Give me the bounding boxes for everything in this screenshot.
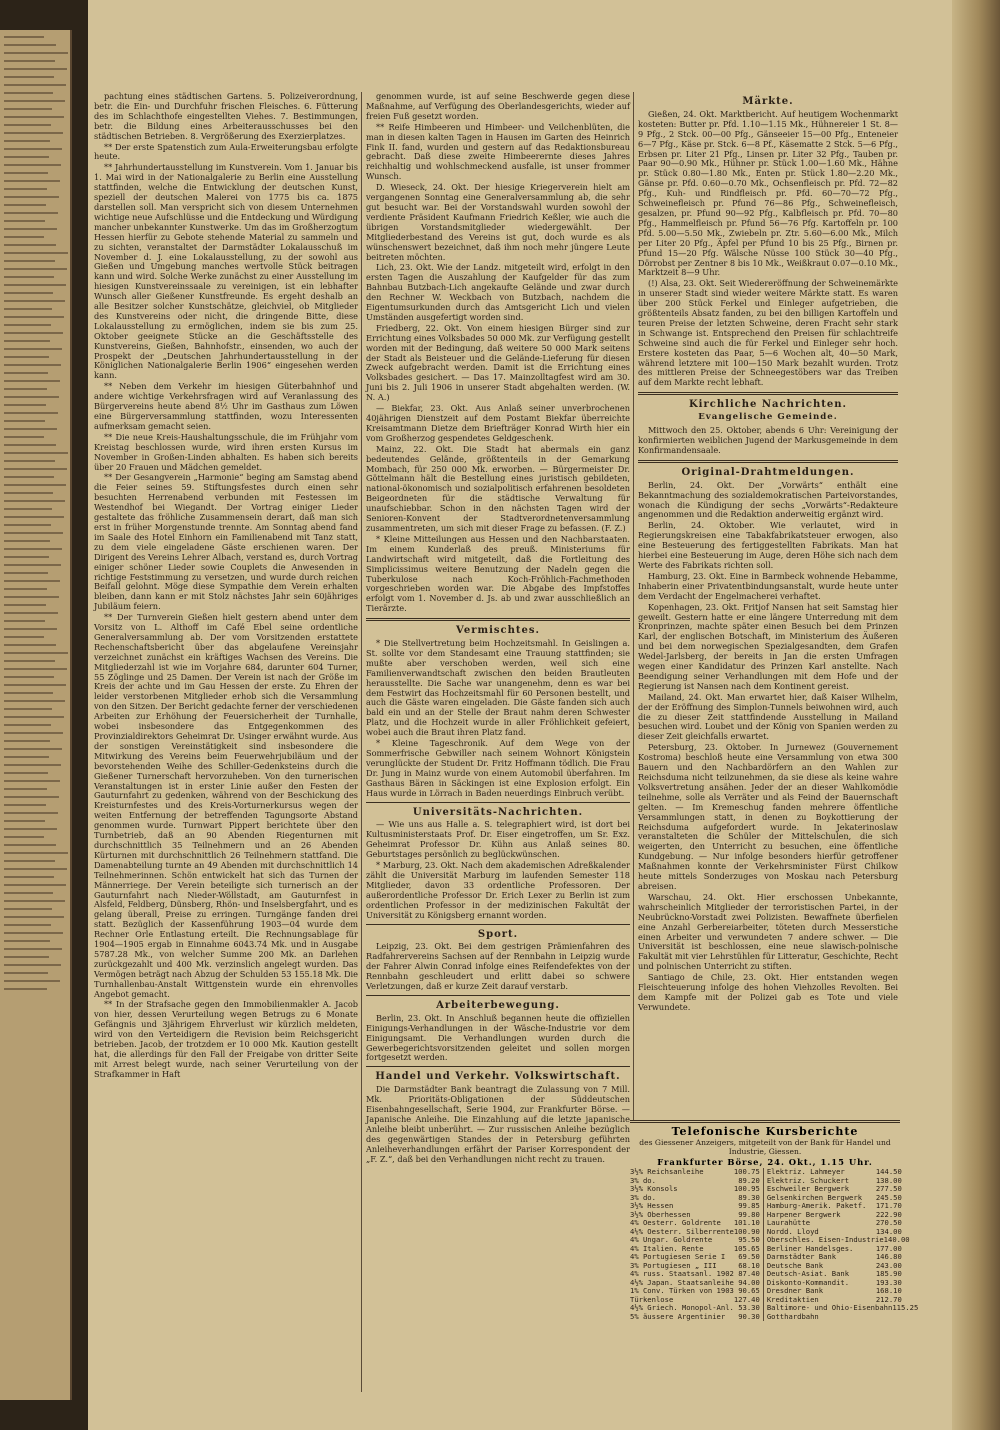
section-subheading: Evangelische Gemeinde. — [698, 412, 838, 423]
kurs-name: Eschweiler Bergwerk — [766, 1184, 850, 1193]
prev-page-line — [4, 596, 59, 598]
kurs-value: 101.10 — [733, 1218, 760, 1227]
kurs-name: 4% Italien. Rente — [630, 1243, 704, 1253]
article-text: ** In der Strafsache gegen den Immobilienmakler A. Jacob von hier, dessen Verurteilung wegen Betrugs zu 6 Monate Gefängnis und 3jährigem Ehrverlust wir kürzlich meldeten, wird von den Verteidigern die Revision beim Reichsgericht betrieben. Jacob, der trotzdem er 10 000 Mk. Kaution gestellt hat, die allerdings für den Fall der Freigabe von dritter Seite mit Arrest belegt wurde, nach seiner Verurteilung von der Strafkammer in Haft — [94, 999, 358, 1079]
article-text: ** Die neue Kreis-Haushaltungsschule, die im Frühjahr vom Kreistag beschlossen wurde, wird ihren ersten Kursus im November in Großen-Linden abhalten. Es haben sich bereits über 20 Frauen und Mädchen gemeldet. — [94, 431, 358, 472]
prev-page-line — [4, 692, 53, 694]
prev-page-line — [4, 84, 66, 86]
prev-page-line — [4, 356, 49, 358]
kurs-value: 87.40 — [738, 1269, 760, 1278]
prev-page-line — [4, 292, 53, 294]
prev-page-line — [4, 100, 65, 102]
prev-page-line — [4, 684, 66, 686]
prev-page-line — [4, 308, 52, 310]
kurs-value: 89.30 — [738, 1192, 760, 1202]
prev-page-line — [4, 780, 60, 782]
kurs-name: Berliner Handelsges. — [766, 1243, 854, 1253]
prev-page-line — [4, 164, 61, 166]
prev-page-line — [4, 668, 67, 670]
divider — [366, 618, 630, 621]
divider — [366, 1066, 630, 1067]
article-text: * Kleine Tageschronik. Auf dem Wege von der Sommerfrische Gebwiller nach seinem Wohnort Königstein verunglückte der Student Dr. Fritz Hoffmann tödlich. Die Frau Dr. Jung in Mainz wurde von einem Automobil überfahren. Im Gasthaus Bären in Säckingen ist eine Explosion erfolgt. Ein Haus wurde in Lörrach in Baden neuerdings Einbruch verübt. — [366, 738, 630, 798]
kursberichte-box — [630, 1120, 919, 1413]
kurs-name: 4% Oesterr. Goldrente — [630, 1218, 721, 1227]
kurs-row — [767, 1313, 902, 1322]
article-text: Lich, 23. Okt. Wie der Landz. mitgeteilt wird, erfolgt in den ersten Tagen die Auszahlung der Kaufgelder für das zum Bahnbau Butzbach-Lich angekaufte Gelände und zwar durch den Rechner W. Weckbach von Butzbach, nachdem die Eigentumsurkunden durch das Amtsgericht Lich und vielen Umständen ausgefertigt worden sind. — [366, 262, 630, 322]
prev-page-line — [4, 180, 60, 182]
kurs-value: 243.00 — [875, 1260, 902, 1270]
article-text: * Kleine Mitteilungen aus Hessen und den Nachbarstaaten. Im einem Kunderlaß des preuß. Ministeriums für Landwirtschaft wird mitgeteilt, daß die Fortleitung des Simplicissimus weitere Benutzung der Nadeln gegen die Tuberkulose nach Koch-Fröhlich-Fachmethoden vorgeschrieben worden war. Die Abgabe des Impfstoffes erfolgt vom 1. November d. Js. ab und zwar ausschließlich an Tierärzte. — [366, 533, 630, 614]
prev-page-line — [4, 964, 61, 966]
kurs-value: 90.65 — [738, 1286, 760, 1295]
article-text: ** Jahrhundertausstellung im Kunstverein. Vom 1. Januar bis 1. Mai wird in der Nationalgalerie zu Berlin eine Ausstellung stattfinden, welche die Entwicklung der deutschen Kunst, speziell der deutschen Malerei von 1775 bis ca. 1875 darstellen soll. Man verspricht sich von diesem Unternehmen wichtige neue Aufschlüsse und die Entdeckung und Würdigung mancher unbekannter Kunstwerke. Um das im Großherzogtum Hessen hierfür zu Gebote stehende Material zu sammeln und zu sichten, veranstaltet der Darmstädter Lokalausschuß im November d. J. eine Lokalausstellung, zu der sowohl aus Gießen und Umgebung manches wertvolle Stück beitragen kann und wird. Solche Werke zunächst zu einer Ausstellung im hiesigen Kunstvereinssaale zu vereinigen, ist ein lebhafter Wunsch aller Gießener Kunstfreunde. Es ergeht deshalb an alle Besitzer solcher Kunstschätze, gleichviel, ob Mitglieder des Kunstvereins oder nicht, die dringende Bitte, diese Lokalausstellung zu ermöglichen, indem sie bis zum 25. Oktober geeignete Stücke an die Geschäftsstelle des Kunstvereins, Gießen, Bahnhofstr., einsenden, wo auch der Prospekt der „Deutschen Jahrhundertausstellung in der Königlichen Nationalgalerie Berlin 1906“ eingesehen werden kann. — [94, 162, 358, 381]
kurs-name: Elektriz. Schuckert — [766, 1175, 850, 1185]
prev-page-line — [4, 332, 63, 334]
kurs-value: 193.30 — [875, 1277, 902, 1287]
kurs-value: 212.70 — [875, 1294, 902, 1304]
kurs-name: Türkenlose — [630, 1294, 674, 1304]
article-text: ** Reife Himbeeren und Himbeer- und Veilchenblüten, die man in diesen kalten Tagen in Hausen im Garten des Heinrich Fink II. fand, wurden und gestern auf das Redaktionsbureau gebracht. Daß diese zweite Himbeerernte dieses Jahres reichhaltig und wohlschmeckend ausfalle, ist unser frommer Wunsch. — [366, 121, 630, 182]
kurs-value: 99.80 — [738, 1209, 760, 1219]
prev-page-line — [4, 76, 54, 78]
prev-page-line — [4, 708, 52, 710]
kurs-value: 168.10 — [875, 1286, 902, 1295]
prev-page-line — [4, 364, 61, 366]
kursberichte-subtitle: des Giessener Anzeigers, mitgeteilt von der Bank für Handel und Industrie, Giessen. — [639, 1138, 891, 1156]
prev-page-line — [4, 132, 63, 134]
prev-page-line — [4, 468, 67, 470]
prev-page-line — [4, 516, 64, 518]
kurs-value: 94.00 — [738, 1277, 760, 1287]
prev-page-line — [4, 268, 67, 270]
frankfurt-table — [630, 1167, 919, 1321]
prev-page-line — [4, 212, 58, 214]
page-stack-edge — [952, 0, 1000, 1430]
prev-page-line — [4, 652, 68, 654]
prev-page-line — [4, 572, 48, 574]
prev-page-line — [4, 524, 51, 526]
article-text: * Marburg, 23. Okt. Nach dem akademischen Adreßkalender zählt die Universität Marburg im laufenden Semester 118 Mitglieder, davon 33 ordentliche Professoren. Der außerordentliche Professor Dr. Erich Lexer zu Berlin ist zum ordentlichen Professor in der medizinischen Fakultät der Universität zu Königsberg ernannt worden. — [366, 860, 630, 920]
kurs-name: Dresdner Bank — [766, 1286, 824, 1295]
section-heading-maerkte: Märkte. — [742, 96, 794, 107]
prev-page-line — [4, 508, 52, 510]
prev-page-line — [4, 620, 45, 622]
prev-page-line — [4, 188, 47, 190]
kurs-name: 4½% Griech. Monopol-Anl. — [630, 1303, 734, 1312]
prev-page-line — [4, 580, 60, 582]
kurs-value: 99.85 — [738, 1201, 760, 1210]
kurs-row — [630, 1313, 760, 1322]
prev-page-line — [4, 172, 48, 174]
prev-page-line — [4, 428, 57, 430]
prev-page-line — [4, 124, 51, 126]
prev-page-line — [4, 140, 50, 142]
kurs-name: Deutsch-Asiat. Bank — [766, 1269, 850, 1278]
article-text: Santiago de Chile, 23. Okt. Hier entstanden wegen Fleischteuerung infolge des hohen Viehzolles Revolten. Bei dem Kampfe mit der Polizei gab es Tote und viele Verwundete. — [638, 972, 898, 1012]
kurs-value: 185.90 — [875, 1269, 902, 1278]
kurs-name: 3½% Reichsanleihe — [630, 1167, 704, 1176]
kurs-name: Laurahütte — [766, 1218, 811, 1227]
prev-page-line — [4, 788, 47, 790]
kurs-name: Deutsche Bank — [766, 1260, 824, 1270]
kurs-value: 95.50 — [738, 1235, 760, 1244]
column-1 — [94, 92, 358, 1398]
prev-page-line — [4, 108, 52, 110]
section-heading-kirchlich: Kirchliche Nachrichten. — [688, 399, 848, 411]
prev-page-line — [4, 732, 63, 734]
kurs-name: Hamburg-Amerik. Paketf. — [766, 1201, 867, 1210]
prev-page-line — [4, 676, 54, 678]
previous-page-edge — [0, 30, 72, 1400]
prev-page-line — [4, 604, 46, 606]
kurs-name: 1% Conv. Türken von 1903 — [630, 1286, 734, 1295]
prev-page-line — [4, 284, 66, 286]
prev-page-line — [4, 300, 65, 302]
prev-page-line — [4, 244, 56, 246]
prev-page-line — [4, 460, 55, 462]
prev-page-line — [4, 388, 47, 390]
prev-page-line — [4, 828, 57, 830]
kurs-value: 171.70 — [875, 1201, 902, 1210]
kurs-name: 3% do. — [630, 1192, 656, 1202]
kurs-name: Diskonto-Kommandit. — [766, 1277, 850, 1287]
prev-page-line — [4, 756, 49, 758]
column-2 — [366, 92, 630, 1398]
kurs-value: 177.00 — [875, 1243, 902, 1253]
prev-page-line — [4, 924, 51, 926]
prev-page-line — [4, 340, 50, 342]
kurs-name: 4⅕% Oesterr. Silberrente — [630, 1226, 734, 1236]
kurs-name: Baltimore- und Ohio-Eisenbahn — [766, 1303, 893, 1312]
prev-page-line — [4, 276, 54, 278]
kurs-value: 105.65 — [733, 1243, 760, 1253]
article-text: Die Darmstädter Bank beantragt die Zulassung von 7 Mill. Mk. Prioritäts-Obligationen der Süddeutschen Eisenbahngesellschaft, Serie 1904, zur Frankfurter Börse. — Japanische Anleihe. Die Einzahlung auf die letzte japanische Anleihe bleibt unberührt. — Zur russischen Anleihe bezüglich des gegenwärtigen Standes der in Petersburg geführten Anleiheverhandlungen erfährt der Pariser Korrespondent der „F. Z.“, daß bei den Verhandlungen nicht recht zu trauen. — [366, 1084, 630, 1164]
prev-page-line — [4, 644, 56, 646]
prev-page-line — [4, 204, 46, 206]
kurs-value: 144.50 — [875, 1167, 902, 1176]
kurs-value: 100.90 — [733, 1226, 760, 1236]
prev-page-line — [4, 236, 44, 238]
prev-page-line — [4, 740, 50, 742]
kurs-value: 127.40 — [733, 1294, 760, 1304]
article-text: ** Der Turnverein Gießen hielt gestern abend unter dem Vorsitz von L. Althoff im Café Ebel seine ordentliche Generalversammlung ab. Der vom Vorsitzenden erstattete Rechenschaftsbericht über das abgelaufene Vereinsjahr verzeichnet zunächst ein kräftiges Wachsen des Vereins. Die Mitgliederzahl ist wie im Vorjahre 684, darunter 604 Turner, 55 Zöglinge und 25 Damen. Der Verein ist nach der Größe im Kreis der achte und im Gau Hessen der erste. Zu Ehren der leider verstorbenen Mitglieder erhob sich die Versammlung von den Sitzen. Der Bericht gedachte ferner der verschiedenen Arbeiten zur Erhöhung der Feuersicherheit der Turnhalle, wobei insbesondere das Entgegenkommen des Provinzialdirektors Geheimrat Dr. Usinger erwähnt wurde. Aus der sonstigen Vereinstätigkeit sind insbesondere die Mitwirkung des Vereins beim Feuerwehrjubiläum und der bevorstehenden Weihe des Schiller-Gedenksteins durch die Gießener Turnerschaft hervorzuheben. Von den turnerischen Veranstaltungen ist in erster Linie außer den Festen der Gauturnfahrt zu gedenken, während von der Beschickung des Kreisturnfestes und des Kreis-Vorturnerkursus wegen der weiten Entfernung der betreffenden Tagungsorte Abstand genommen wurde. Turnwart Pippert berichtete über den Turnbetrieb, daß an 90 Abenden Riegenturnen mit durchschnittlich 35 Teilnehmern und an 26 Abenden Kürturnen mit durchschnittlich 26 Teilnehmern stattfand. Die Damenabteilung turnte an 49 Abenden mit durchschnittlich 14 Teilnehmerinnen. Schön entwickelt hat sich das Turnen der Männerriege. Der Verein beteiligte sich turnerisch an der Gauturnfahrt nach Nieder-Wöllstadt, am Gauturnfest in Alsfeld, Feldberg, Dünsberg, Rhön- und Inselsbergfahrt, und es gelang überall, Preise zu erringen. Turngänge fanden drei statt. Bezüglich der Kassenführung 1903—04 wurde dem Rechner Orle Entlastung erteilt. Die Rechnungsablage für 1904—1905 ergab in Einnahme 6043.74 Mk. und in Ausgabe 5787.28 Mk., von welcher Summe 200 Mk. an Darlehen zurückgezahlt und 400 Mk. verzinslich angelegt wurden. Das Vermögen beträgt nach Abzug der Schulden 53 155.18 Mk. Die Turnhallenbau-Anstalt Wittgenstein wurde ein ehrenvolles Angebot gemacht. — [94, 612, 358, 999]
prev-page-line — [4, 564, 61, 566]
prev-page-line — [4, 980, 60, 982]
prev-page-line — [4, 724, 51, 726]
kurs-value: 222.90 — [875, 1209, 902, 1219]
kurs-name: 4% Ungar. Goldrente — [630, 1235, 713, 1244]
column-rule — [361, 92, 362, 1392]
prev-page-line — [4, 700, 65, 702]
prev-page-line — [4, 972, 48, 974]
prev-page-line — [4, 412, 58, 414]
prev-page-line — [4, 500, 65, 502]
prev-page-line — [4, 660, 55, 662]
prev-page-line — [4, 628, 57, 630]
prev-page-line — [4, 540, 50, 542]
prev-page-line — [4, 420, 45, 422]
kursberichte-title: Telefonische Kursberichte — [671, 1125, 859, 1138]
prev-page-line — [4, 444, 56, 446]
article-text: genommen wurde, ist auf seine Beschwerde gegen diese Maßnahme, auf Verfügung des Oberlandesgerichts, wieder auf freien Fuß gesetzt worden. — [366, 91, 630, 121]
divider — [638, 392, 898, 395]
prev-page-line — [4, 892, 53, 894]
article-text: Kopenhagen, 23. Okt. Fritjof Nansen hat seit Samstag hier geweilt. Gestern hatte er eine längere Unterredung mit dem Kronprinzen, machte später einen Besuch bei dem Prinzen Karl, der englischen Botschaft, im Ministerium des Äußeren und bei dem norwegischen Spezialgesandten, dem Grafen Wedel-Jarlsberg, der bereits in Jan die ersten Umfragen wegen einer Kandidatur des Prinzen Karl anstellte. Nach Beendigung seiner Verhandlungen mit dem Hofe und der Regierung ist Nansen nach dem Kontinent gereist. — [638, 601, 898, 691]
prev-page-line — [4, 68, 67, 70]
article-text: pachtung eines städtischen Gartens. 5. Polizeiverordnung, betr. die Ein- und Durchfuhr frischen Fleisches. 6. Fütterung des im Schlachthofe eingestellten Viehes. 7. Bestimmungen, betr. die Bildung eines Arbeiterausschusses bei den städtischen Betrieben. 8. Vergrößerung des Exerzierplatzes. — [94, 91, 358, 141]
prev-page-line — [4, 860, 55, 862]
kurs-name: Darmstädter Bank — [766, 1252, 837, 1261]
prev-page-line — [4, 796, 59, 798]
prev-page-line — [4, 900, 65, 902]
kurs-name: Elektriz. Lahmeyer — [766, 1167, 845, 1176]
kurs-name: Nordd. Lloyd — [766, 1226, 819, 1236]
article-text: Berlin, 24. Okt. Der „Vorwärts“ enthält eine Bekanntmachung des sozialdemokratischen Parteivorstandes, wonach die Kündigung der sechs „Vorwärts“-Redakteure angenommen und die Redaktion anderweitig ergänzt wird. — [638, 479, 898, 520]
section-heading-arbeiterbewegung: Arbeiterbewegung. — [436, 999, 560, 1011]
article-text: — Biekfar, 23. Okt. Aus Anlaß seiner unverbrochenen 40jährigen Dienstzeit auf dem Postamt Biekfar überreichte Kreisamtmann Dietze dem Briefträger Konrad Wirth hier ein vom Großherzog gespendetes Geldgeschenk. — [366, 403, 630, 443]
prev-page-line — [4, 820, 45, 822]
prev-page-line — [4, 436, 44, 438]
article-text: Friedberg, 22. Okt. Von einem hiesigen Bürger sind zur Errichtung eines Volksbades 50 000 Mk. zur Verfügung gestellt worden mit der Bedingung, daß weitere 50 000 Mark seitens der Stadt als Beisteuer und die Gelände-Lieferung für diesen Zweck aufgebracht werden. Damit ist die Errichtung eines Volksbades gesichert. — Das 17. Mainzolltagfest wird am 30. Juni bis 2. Juli 1906 in unserer Stadt abgehalten werden. (W. N. A.) — [366, 322, 630, 403]
prev-page-line — [4, 52, 68, 54]
prev-page-line — [4, 556, 49, 558]
prev-page-line — [4, 396, 59, 398]
prev-page-line — [4, 492, 53, 494]
divider — [366, 802, 630, 803]
article-text: Mailand, 24. Okt. Man erwartet hier, daß Kaiser Wilhelm, der der Eröffnung des Simplon-Tunnels beiwohnen wird, auch die zu dieser Zeit stattfindende Ausstellung in Mailand besuchen wird. Loubet und der König von Spanien werden zu dieser Zeit gleichfalls erwartet. — [638, 691, 898, 742]
kurs-name: 3% do. — [630, 1175, 656, 1185]
kurs-value: 100.95 — [733, 1184, 760, 1193]
kurs-value: 138.00 — [875, 1175, 902, 1185]
prev-page-line — [4, 956, 49, 958]
prev-page-line — [4, 484, 66, 486]
divider — [366, 995, 630, 996]
section-heading-sport: Sport. — [477, 928, 519, 940]
kurs-value: 69.50 — [738, 1252, 760, 1261]
kurs-value: 68.10 — [738, 1260, 760, 1270]
article-text: Mittwoch den 25. Oktober, abends 6 Uhr: Vereinigung der konfirmierten weiblichen Jugend der Markusgemeinde in dem Konfirmandensaale. — [638, 425, 898, 455]
prev-page-line — [4, 812, 58, 814]
prev-page-line — [4, 948, 62, 950]
prev-page-line — [4, 804, 46, 806]
prev-page-line — [4, 452, 68, 454]
prev-page-line — [4, 404, 46, 406]
article-text: Berlin, 24. Oktober. Wie verlautet, wird in Regierungskreisen eine Tabakfabrikatsteuer erwogen, also eine Besteuerung des fertiggestellten Fabrikats. Man hat hierbei eine Besteuerung im Auge, deren Höhe sich nach dem Werte des Fabrikats richten soll. — [638, 520, 898, 570]
kurs-value: 134.00 — [875, 1226, 902, 1236]
prev-page-line — [4, 940, 50, 942]
kurs-name: Gotthardbahn — [766, 1311, 819, 1321]
prev-page-line — [4, 372, 48, 374]
prev-page-line — [4, 764, 61, 766]
prev-page-line — [4, 44, 56, 46]
kurs-value: 53.30 — [738, 1303, 760, 1312]
article-text: ** Der erste Spatenstich zum Aula-Erweiterungsbau erfolgte heute. — [94, 141, 358, 162]
prev-page-line — [4, 876, 54, 878]
prev-page-line — [4, 156, 49, 158]
prev-page-line — [4, 260, 55, 262]
prev-page-line — [4, 908, 52, 910]
prev-page-line — [4, 852, 68, 854]
prev-page-line — [4, 868, 67, 870]
kurs-name: Oberschles. Eisen-Industrie — [766, 1235, 884, 1244]
kurs-name: 3½% Oberhessen — [630, 1209, 691, 1219]
prev-page-line — [4, 116, 64, 118]
kurs-name: Gelsenkirchen Bergwerk — [766, 1192, 863, 1202]
divider — [638, 460, 898, 463]
prev-page-line — [4, 836, 44, 838]
kurs-name: Kreditaktien — [766, 1294, 819, 1304]
kurs-name: 3% Portugiesen „ III — [630, 1260, 717, 1270]
prev-page-line — [4, 60, 55, 62]
prev-page-line — [4, 196, 59, 198]
kurs-value: 90.30 — [738, 1311, 760, 1321]
kurs-name: Harpener Bergwerk — [766, 1209, 841, 1219]
prev-page-line — [4, 252, 68, 254]
prev-page-line — [4, 220, 45, 222]
prev-page-line — [4, 324, 51, 326]
prev-page-line — [4, 476, 54, 478]
prev-page-line — [4, 548, 62, 550]
kurs-name: 3½% Hessen — [630, 1201, 674, 1210]
article-text: ** Der Gesangverein „Harmonie“ beging am Samstag abend die Feier seines 59. Stiftungsfestes durch einen sehr besuchten Herrenabend verbunden mit Festessen im Westendhof bei Wiegandt. Der Vortrag einiger Lieder gestaltete das fröhliche Zusammensein derart, daß man sich erst in früher Morgenstunde trennte. Am Sonntag abend fand im Saale des Hotel Einhorn ein Familienabend mit Tanz statt, zu dem viele eingeladene Gäste erschienen waren. Der Dirigent des Vereins Lehrer Albach, verstand es, durch Vortrag einiger schöner Lieder sowie Couplets die Anwesenden in richtige Feststimmung zu versetzen, und wurde durch reichen Beifall gelohnt. Möge diese Sympathie dem Verein erhalten bleiben, dann kann er mit Stolz nächstes Jahr sein 60jähriges Jubiläum feiern. — [94, 472, 358, 612]
prev-page-line — [4, 716, 64, 718]
prev-page-line — [4, 748, 62, 750]
kurs-value: 245.50 — [875, 1192, 902, 1202]
kurs-value: 277.50 — [875, 1184, 902, 1193]
prev-page-line — [4, 612, 58, 614]
prev-page-line — [4, 36, 44, 38]
kurs-value: 100.75 — [733, 1167, 760, 1176]
article-text: Gießen, 24. Okt. Marktbericht. Auf heutigem Wochenmarkt kosteten: Butter pr. Pfd. 1.10—1.15 Mk., Hühnereier 1 St. 8—9 Pfg., 2 Stck. 00—00 Pfg., Gänseeier 15—00 Pfg., Enteneier 6—7 Pfg., Käse pr. Stck. 6—8 Pf., Käsematte 2 Stck. 5—6 Pfg., Erbsen pr. Liter 21 Pfg., Linsen pr. Liter 32 Pfg., Tauben pr. Paar 90—0.90 Mk., Hühner pr. Stück 1.00—1.60 Mk., Hähne pr. Stück 0.80—1.80 Mk., Enten pr. Stück 1.80—2.20 Mk., Gänse pr. Pfd. 0.60—0.70 Mk., Ochsenfleisch pr. Pfd. 72—82 Pfg., Kuh- und Rindfleisch pr. Pfd. 60—70—72 Pfg., Schweinefleisch pr. Pfund 76—86 Pfg., Schweinefleisch, gesalzen, pr. Pfund 90—92 Pfg., Kalbfleisch pr. Pfd. 70—80 Pfg., Hammelfleisch pr. Pfund 56—76 Pfg. Kartoffeln pr. 100 Pfd. 5.00—5.50 Mk., Zwiebeln pr. Ztr. 5.60—6.00 Mk., Milch per Liter 20 Pfg., Äpfel per Pfund 10 bis 25 Pfg., Birnen pr. Pfund 15—20 Pfg. Wälsche Nüsse 100 Stück 30—40 Pfg., Dörrobst per Zentner 8 bis 10 Mk., Weißkraut 0.07—0.10 Mk., Marktzeit 8—9 Uhr. — [638, 108, 898, 278]
article-text: Petersburg, 23. Oktober. In Jurnewez (Gouvernement Kostroma) beschloß heute eine Versammlung von etwa 300 Bauern und den Nachbardörfern an den Wahlen zur Reichsduma nicht teilzunehmen, da sie diese als keine wahre Volksvertretung ansähen. Jeder der an dieser Wahlkomödie teilnehme, solle als Verräter und als Feind der Bauernschaft gelten. — Im Kremeschug fanden mehrere öffentliche Versammlungen statt, in denen zu Boykottierung der Reichsduma aufgefordert wurde. In Jekaterinoslaw veranstalteten die Schüler der Mittelschulen, die sich weigerten, den Unterricht zu besuchen, eine öffentliche Kundgebung. — Nur infolge besonders hierfür getroffener Maßnahmen konnte der Verkehrsminister Fürst Chilkow heute mittels Sonderzuges von Moskau nach Petersburg abreisen. — [638, 742, 898, 891]
kurs-name: 4% russ. Staatsanl. 1902 — [630, 1269, 734, 1278]
kurs-value: 115.25 — [892, 1303, 919, 1312]
prev-page-line — [4, 844, 56, 846]
divider — [366, 924, 630, 925]
kurs-value: 146.80 — [875, 1252, 902, 1261]
prev-page-line — [4, 380, 60, 382]
prev-page-line — [4, 316, 64, 318]
kurs-name: 4% Portugiesen Serie I — [630, 1252, 726, 1261]
prev-page-line — [4, 228, 57, 230]
kurs-value: 140.00 — [883, 1235, 910, 1244]
prev-page-line — [4, 916, 64, 918]
article-text: D. Wieseck, 24. Okt. Der hiesige Kriegerverein hielt am vergangenen Sonntag eine Generalversammlung ab, die sehr gut besucht war. Bei der Vorstandswahl wurden sowohl der verdiente Präsident Kaufmann Friedrich Keßler, wie auch die übrigen Vorstandsmitglieder wiedergewählt. Der Mitgliederbestand des Vereins ist gut, doch wurde es als wünschenswert bezeichnet, daß ihm noch mehr jüngere Leute beitreten möchten. — [366, 182, 630, 262]
prev-page-line — [4, 348, 62, 350]
frankfurt-heading: Frankfurter Börse, 24. Okt., 1.15 Uhr. — [657, 1157, 873, 1167]
section-heading-universitaet: Universitäts-Nachrichten. — [412, 806, 584, 818]
prev-page-line — [4, 884, 66, 886]
article-text: * Die Stellvertretung beim Hochzeitsmahl. In Geislingen a. St. sollte vor dem Standesamt eine Trauung stattfinden; sie mußte aber verschoben werden, weil sich eine Familienverwandtschaft zwischen den beiden Brautleuten herausstellte. Die Sache war unangenehm, denn es war bei dem Festwirt das Hochzeitsmahl für 60 Personen bestellt, und auch die Gäste waren eingeladen. Die Gäste fanden sich auch bald ein und an der Stelle der Braut nahm deren Schwester Platz, und die Hochzeit wurde in aller Fröhlichkeit gefeiert, wobei auch die Braut ihren Platz fand. — [366, 638, 630, 738]
prev-page-line — [4, 532, 63, 534]
kurs-name: 4½% Japan. Staatsanleihe — [630, 1277, 734, 1287]
section-heading-handel: Handel und Verkehr. Volkswirtschaft. — [375, 1071, 621, 1083]
kurs-name: 5% äussere Argentinier — [630, 1311, 726, 1321]
article-text: Mainz, 22. Okt. Die Stadt hat abermals ein ganz bedeutendes Gelände, größtenteils in der Gemarkung Mombach, für 250 000 Mk. erworben. — Bürgermeister Dr. Göttelmann hält die Bestellung eines juristisch gebildeten, national-ökonomisch und sozialpolitisch erfahrenen besoldeten Beigeordneten für die städtische Verwaltung für unaufschiebbar. Schon in den nächsten Tagen wird der Senioren-Konvent der Stadtverordnetenversammlung zusammentreten, um sich mit dieser Frage zu befassen. (F. Z.) — [366, 443, 630, 533]
article-text: — Wie uns aus Halle a. S. telegraphiert wird, ist dort bei Kultusministerstaats Prof. Dr. Eiser eingetroffen, um Sr. Exz. Geheimrat Professor Dr. Kühn aus Anlaß seines 80. Geburtstages persönlich zu beglückwünschen. — [366, 819, 630, 860]
article-text: ** Neben dem Verkehr im hiesigen Güterbahnhof und andere wichtige Verkehrsfragen wird auf Veranlassung des Bürgervereins heute abend 8½ Uhr im Gasthaus zum Löwen eine Bürgerversammlung stattfinden, wozu Interessenten aufmerksam gemacht seien. — [94, 381, 358, 431]
article-text: Warschau, 24. Okt. Hier erschossen Unbekannte, wahrscheinlich Mitglieder der terroristischen Partei, in der Neubrückno-Vorstadt zwei Polizisten. Bewaffnete überfielen eine Anzahl Gerbereiarbeiter, töteten durch Messerstiche einen Arbeiter und verwundeten 7 andere schwer. — Die Universität ist beschlossen, eine neue slawisch-polnische Fakultät mit vier Lehrstühlen für Litteratur, Geschichte, Recht und polnischen Unterricht zu stiften. — [638, 891, 898, 972]
kurs-value: 270.50 — [875, 1218, 902, 1227]
article-text: (!) Alsa, 23. Okt. Seit Wiedereröffnung der Schweinemärkte in unserer Stadt sind wieder weitere Märkte statt. Es waren über 200 Stück Ferkel und Einleger aufgetrieben, die größtenteils Absatz fanden, zu bei den billigen Kartoffeln und teuren Preise der letzten Schweine, deren Fracht sehr stark in Schwange ist. Entsprechend den Preisen für schlachtreife Schweine sind auch die für Ferkel und Einleger sehr hoch. Erstere kosteten das Paar, 5—6 Wochen alt, 40—50 Mark, während letztere mit 100—150 Mark bezahlt wurden. Trotz des mittleren Preise der Schneegestöbers war das Treiben auf dem Markte recht lebhaft. — [638, 278, 898, 388]
section-heading-drahtmeldungen: Original-Drahtmeldungen. — [681, 466, 855, 478]
article-text: Leipzig, 23. Okt. Bei dem gestrigen Prämienfahren des Radfahrervereins Sachsen auf der Rennbahn in Leipzig wurde der Fahrer Alwin Conrad infolge eines Reifendefektes von der Rennbahn geschleudert und erlitt dabei so schwere Verletzungen, daß er kurze Zeit darauf verstarb. — [366, 941, 630, 992]
prev-page-line — [4, 92, 53, 94]
article-text: Hamburg, 23. Okt. Eine in Barmbeck wohnende Hebamme, Inhaberin einer Privatentbindungsanstalt, wurde heute unter dem Verdacht der Engelmacherei verhaftet. — [638, 570, 898, 601]
prev-page-line — [4, 988, 47, 990]
prev-page-line — [4, 588, 47, 590]
kurs-name: 3½% Konsols — [630, 1184, 678, 1193]
kurs-value: 89.20 — [738, 1175, 760, 1185]
prev-page-line — [4, 772, 48, 774]
prev-page-line — [4, 148, 62, 150]
prev-page-line — [4, 636, 44, 638]
prev-page-line — [4, 932, 63, 934]
section-heading-vermischtes: Vermischtes. — [456, 625, 540, 637]
article-text: Berlin, 23. Okt. In Anschluß begannen heute die offiziellen Einigungs-Verhandlungen in der Wäsche-Industrie vor dem Einigungsamt. Die Verhandlungen wurden durch die Gewerbegerichtsvorsitzenden geleitet und sollen morgen fortgesetzt werden. — [366, 1012, 630, 1063]
